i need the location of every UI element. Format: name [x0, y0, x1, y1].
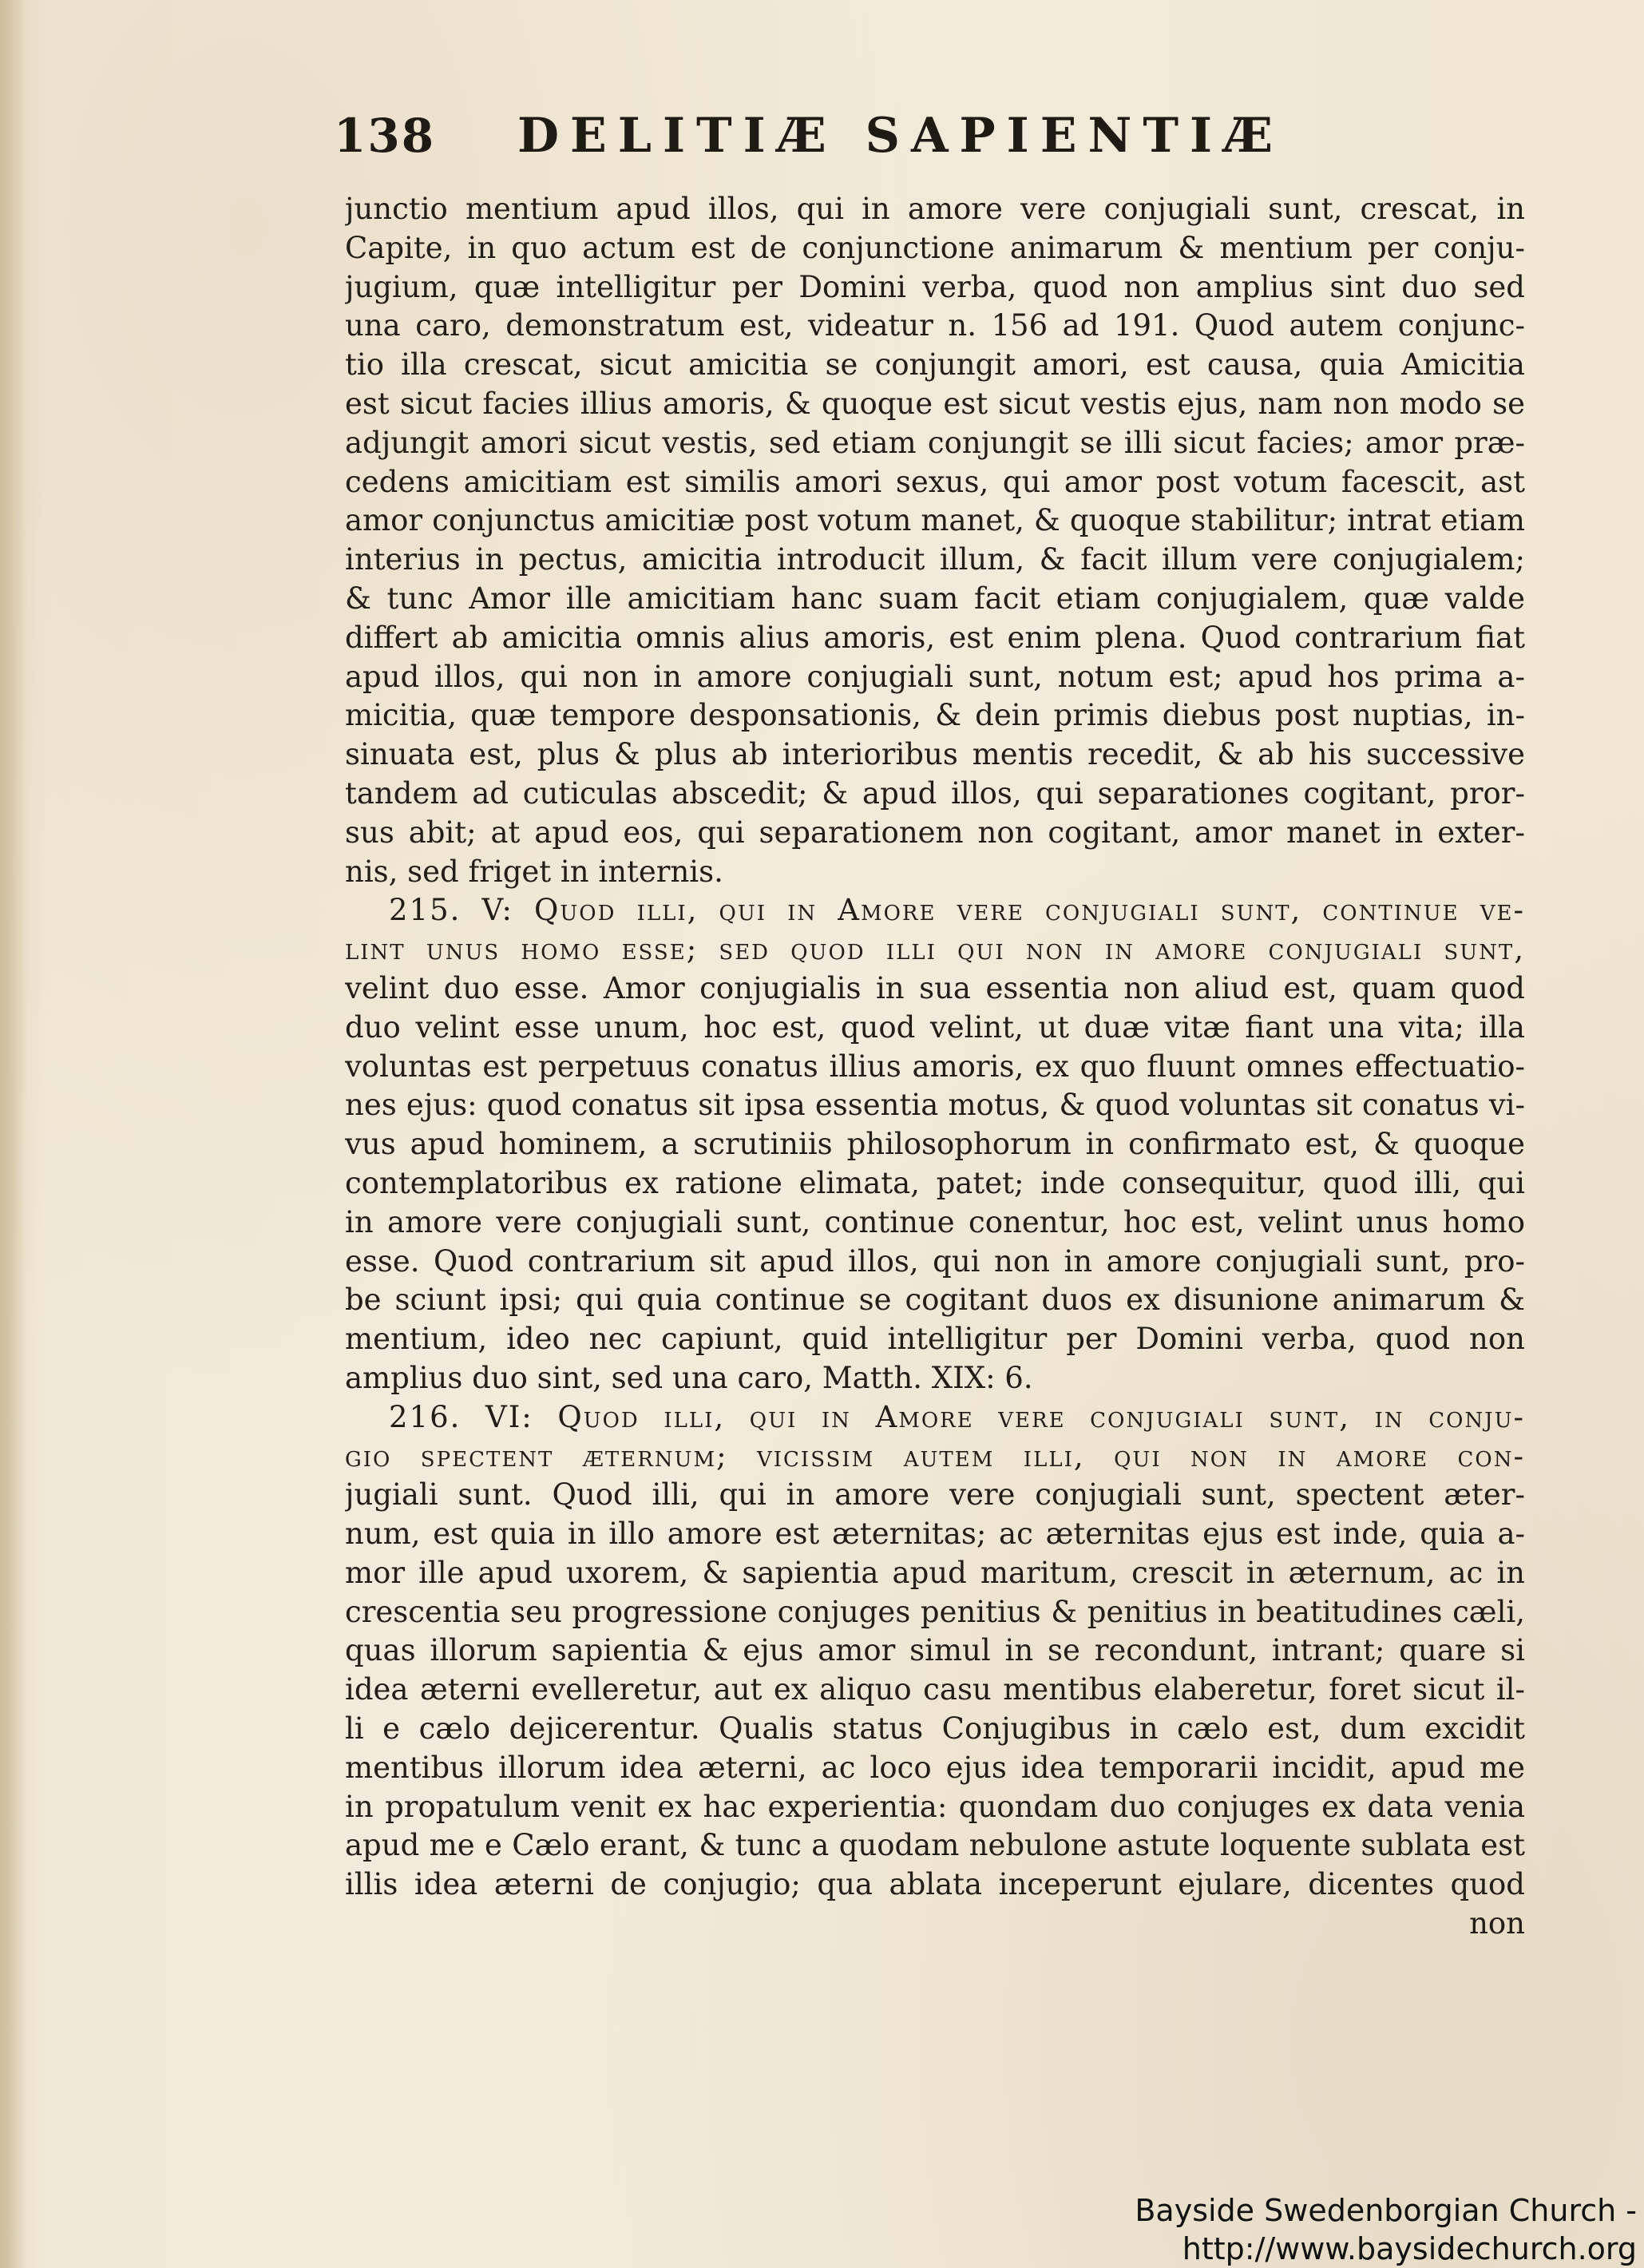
- body-text: [345, 190, 1525, 1944]
- text-line: adjungit amori sicut vestis, sed etiam conjungit se illi sicut facies; amor præ-: [345, 425, 1525, 460]
- text-line: quas illorum sapientia & ejus amor simul in se recondunt, intrant; quare si: [345, 1633, 1525, 1668]
- text-line: junctio mentium apud illos, qui in amore vere conjugiali sunt, crescat, in: [345, 192, 1525, 226]
- text-line: in propatulum venit ex hac experientia: quondam duo conjuges ex data venia: [345, 1789, 1525, 1824]
- running-head: [334, 104, 1372, 168]
- text-line: num, est quia in illo amore est æternitas; ac æternitas ejus est inde, quia a-: [345, 1517, 1525, 1552]
- text-line: sinuata est, plus & plus ab interioribus mentis recedit, & ab his successive: [345, 737, 1525, 772]
- watermark-credit: Bayside Swedenborgian Church - http://www.baysidechurch.org: [1135, 2193, 1637, 2266]
- text-line: be sciunt ipsi; qui quia continue se cogitant duos ex disunione animarum &: [345, 1283, 1525, 1318]
- page-gutter-shadow: [0, 0, 27, 2268]
- text-line: micitia, quæ tempore desponsationis, & dein primis diebus post nuptias, in-: [345, 698, 1525, 733]
- text-line: amor conjunctus amicitiæ post votum manet, & quoque stabilitur; intrat etiam: [345, 503, 1525, 538]
- text-line: contemplatoribus ex ratione elimata, patet; inde consequitur, quod illi, qui: [345, 1165, 1525, 1200]
- text-line: lint unus homo esse; sed quod illi qui non in amore conjugiali sunt,: [345, 932, 1525, 967]
- text-line: mentium, ideo nec capiunt, quid intelligitur per Domini verba, quod non: [345, 1322, 1525, 1357]
- text-line: nis, sed friget in internis.: [345, 854, 723, 889]
- text-line: 216. VI: Quod illi, qui in Amore vere conjugiali sunt, in conju-: [389, 1399, 1525, 1434]
- text-line: nes ejus: quod conatus sit ipsa essentia motus, & quod voluntas sit conatus vi-: [345, 1088, 1525, 1123]
- text-line: tio illa crescat, sicut amicitia se conjungit amori, est causa, quia Amicitia: [345, 347, 1525, 383]
- text-line: sus abit; at apud eos, qui separationem non cogitant, amor manet in exter-: [345, 815, 1525, 850]
- text-line: amplius duo sint, sed una caro, Matth. XIX: 6.: [345, 1360, 1033, 1395]
- text-line: voluntas est perpetuus conatus illius amoris, ex quo fluunt omnes effectuatio-: [345, 1049, 1525, 1084]
- text-line: apud me e Cælo erant, & tunc a quodam nebulone astute loquente sublata est: [345, 1828, 1525, 1863]
- text-line: duo velint esse unum, hoc est, quod velint, ut duæ vitæ fiant una vita; illa: [345, 1009, 1525, 1045]
- text-line: jugium, quæ intelligitur per Domini verba, quod non amplius sint duo sed: [345, 269, 1525, 304]
- text-line: differt ab amicitia omnis alius amoris, est enim plena. Quod contrarium fiat: [345, 620, 1525, 655]
- text-line: cedens amicitiam est similis amori sexus, qui amor post votum facescit, ast: [345, 464, 1525, 499]
- text-line: & tunc Amor ille amicitiam hanc suam facit etiam conjugialem, quæ valde: [345, 581, 1525, 616]
- text-line: est sicut facies illius amoris, & quoque est sicut vestis ejus, nam non modo se: [345, 386, 1525, 421]
- text-line: gio spectent æternum; vicissim autem illi, qui non in amore con-: [345, 1438, 1525, 1473]
- text-line: apud illos, qui non in amore conjugiali sunt, notum est; apud hos prima a-: [345, 659, 1525, 694]
- text-line: velint duo esse. Amor conjugialis in sua essentia non aliud est, quam quod: [345, 970, 1525, 1005]
- text-line: 215. V: Quod illi, qui in Amore vere conjugiali sunt, continue ve-: [389, 893, 1525, 928]
- running-title: DELITIÆ SAPIENTIÆ: [517, 108, 1285, 164]
- text-line: in amore vere conjugiali sunt, continue conentur, hoc est, velint unus homo: [345, 1204, 1525, 1239]
- text-line: mentibus illorum idea æterni, ac loco ejus idea temporarii incidit, apud me: [345, 1750, 1525, 1785]
- text-line: crescentia seu progressione conjuges penitius & penitius in beatitudines cæli,: [345, 1594, 1525, 1629]
- page-number: 138: [334, 109, 436, 163]
- text-line: non: [1469, 1906, 1525, 1941]
- text-line: illis idea æterni de conjugio; qua ablata inceperunt ejulare, dicentes quod: [345, 1867, 1525, 1902]
- text-line: idea æterni evelleretur, aut ex aliquo casu mentibus elaberetur, foret sicut il-: [345, 1672, 1525, 1707]
- text-line: vus apud hominem, a scrutiniis philosophorum in confirmato est, & quoque: [345, 1127, 1525, 1162]
- text-line: interius in pectus, amicitia introducit illum, & facit illum vere conjugialem;: [345, 542, 1525, 577]
- text-line: tandem ad cuticulas abscedit; & apud illos, qui separationes cogitant, pror-: [345, 775, 1525, 811]
- text-line: mor ille apud uxorem, & sapientia apud maritum, crescit in æternum, ac in: [345, 1555, 1525, 1590]
- text-line: Capite, in quo actum est de conjunctione animarum & mentium per conju-: [345, 230, 1525, 265]
- text-line: esse. Quod contrarium sit apud illos, qui non in amore conjugiali sunt, pro-: [345, 1243, 1525, 1279]
- text-line: una caro, demonstratum est, videatur n. 156 ad 191. Quod autem conjunc-: [345, 308, 1525, 343]
- text-line: jugiali sunt. Quod illi, qui in amore vere conjugiali sunt, spectent æter-: [345, 1477, 1525, 1513]
- text-line: li e cælo dejicerentur. Qualis status Conjugibus in cælo est, dum excidit: [345, 1711, 1525, 1747]
